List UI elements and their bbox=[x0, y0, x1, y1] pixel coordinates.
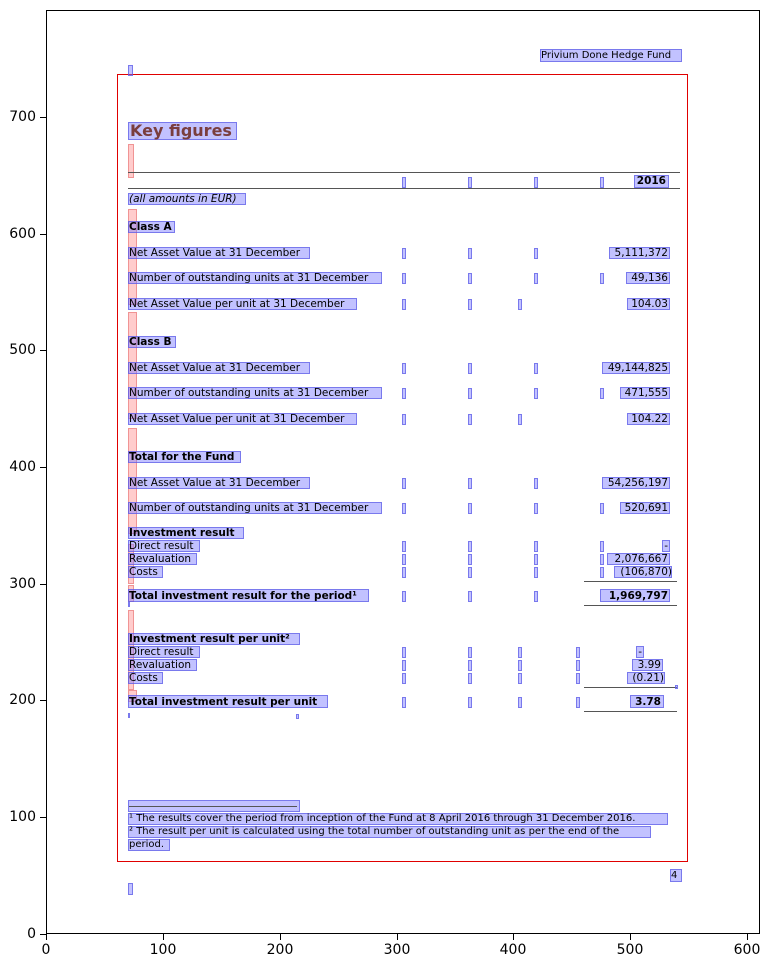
column-marker bbox=[468, 567, 472, 578]
column-marker bbox=[468, 299, 472, 310]
column-marker bbox=[576, 647, 580, 658]
column-marker bbox=[468, 414, 472, 425]
column-marker bbox=[518, 660, 522, 671]
column-marker bbox=[534, 541, 538, 552]
column-marker bbox=[468, 177, 472, 188]
subtotal-rule bbox=[584, 687, 677, 688]
x-tick bbox=[747, 934, 748, 940]
marker bbox=[128, 65, 133, 76]
column-marker bbox=[576, 673, 580, 684]
column-marker bbox=[534, 273, 538, 284]
row-value: - bbox=[638, 646, 642, 658]
fund-name: Privium Done Hedge Fund bbox=[541, 50, 672, 61]
row-label: Revaluation bbox=[129, 659, 192, 671]
column-marker bbox=[518, 697, 522, 708]
y-tick-label: 100 bbox=[9, 809, 36, 825]
column-marker bbox=[402, 299, 406, 310]
column-marker bbox=[402, 503, 406, 514]
column-marker bbox=[402, 567, 406, 578]
total-rule bbox=[584, 711, 677, 712]
column-marker bbox=[534, 248, 538, 259]
column-marker bbox=[534, 177, 538, 188]
row-label: Costs bbox=[129, 566, 158, 578]
x-tick-label: 200 bbox=[266, 942, 294, 958]
column-marker bbox=[468, 478, 472, 489]
page-number: 4 bbox=[671, 870, 678, 881]
column-marker bbox=[600, 177, 604, 188]
footnote-2-cont: period. bbox=[129, 839, 165, 850]
row-value: - bbox=[664, 540, 668, 552]
row-value: 471,555 bbox=[624, 387, 668, 399]
footnote-separator bbox=[129, 806, 297, 807]
marker bbox=[128, 602, 130, 607]
footnote-2: ² The result per unit is calculated using the total number of outstanding unit as per the end of the bbox=[129, 826, 620, 837]
column-marker bbox=[576, 697, 580, 708]
row-label: Number of outstanding units at 31 December bbox=[129, 387, 369, 399]
column-marker bbox=[468, 647, 472, 658]
column-marker bbox=[468, 591, 472, 602]
marker bbox=[675, 685, 678, 689]
column-marker bbox=[402, 388, 406, 399]
column-marker bbox=[518, 647, 522, 658]
row-label: Number of outstanding units at 31 December bbox=[129, 272, 369, 284]
row-label: Net Asset Value at 31 December bbox=[129, 362, 301, 374]
column-marker bbox=[468, 503, 472, 514]
row-value: 520,691 bbox=[624, 502, 668, 514]
footnote-1: ¹ The results cover the period from inception of the Fund at 8 April 2016 through 31 December 2016. bbox=[129, 813, 636, 824]
x-tick bbox=[513, 934, 514, 940]
column-marker bbox=[518, 673, 522, 684]
total-value: 3.78 bbox=[635, 696, 661, 708]
x-tick bbox=[163, 934, 164, 940]
amounts-note: (all amounts in EUR) bbox=[129, 193, 237, 205]
column-marker bbox=[402, 363, 406, 374]
marker bbox=[128, 883, 133, 895]
marker bbox=[128, 713, 130, 718]
row-value: 104.22 bbox=[631, 413, 668, 425]
x-tick bbox=[397, 934, 398, 940]
column-marker bbox=[402, 177, 406, 188]
y-tick-label: 400 bbox=[9, 459, 36, 475]
column-marker bbox=[534, 567, 538, 578]
row-label: Net Asset Value at 31 December bbox=[129, 477, 301, 489]
marker bbox=[296, 714, 299, 719]
column-marker bbox=[468, 363, 472, 374]
row-value: 49,144,825 bbox=[607, 362, 668, 374]
total-label: Total investment result for the period¹ bbox=[129, 590, 357, 602]
column-marker bbox=[402, 697, 406, 708]
column-marker bbox=[402, 248, 406, 259]
column-marker bbox=[534, 503, 538, 514]
x-tick bbox=[630, 934, 631, 940]
column-marker bbox=[402, 554, 406, 565]
y-tick-label: 0 bbox=[27, 926, 36, 942]
header-rule-bottom bbox=[128, 188, 680, 189]
x-tick-label: 400 bbox=[499, 942, 527, 958]
column-marker bbox=[534, 591, 538, 602]
column-marker bbox=[468, 273, 472, 284]
investment-result-heading: Investment result bbox=[129, 527, 235, 539]
total-rule bbox=[584, 605, 677, 606]
column-marker bbox=[468, 673, 472, 684]
row-label: Direct result bbox=[129, 646, 194, 658]
x-tick-label: 100 bbox=[149, 942, 177, 958]
column-marker bbox=[518, 299, 522, 310]
row-value: (106,870) bbox=[620, 566, 672, 578]
column-marker bbox=[534, 554, 538, 565]
column-marker bbox=[534, 478, 538, 489]
row-value: 5,111,372 bbox=[614, 247, 668, 259]
y-tick-label: 700 bbox=[9, 109, 36, 125]
column-marker bbox=[402, 591, 406, 602]
y-tick bbox=[40, 700, 46, 701]
column-marker bbox=[468, 554, 472, 565]
total-value: 1,969,797 bbox=[608, 590, 668, 602]
column-marker bbox=[534, 363, 538, 374]
x-tick bbox=[280, 934, 281, 940]
y-tick-label: 300 bbox=[9, 576, 36, 592]
column-marker bbox=[402, 660, 406, 671]
fund-total-heading: Total for the Fund bbox=[129, 451, 235, 463]
row-value: 104.03 bbox=[631, 298, 668, 310]
row-value: 3.99 bbox=[637, 659, 661, 671]
y-tick bbox=[40, 350, 46, 351]
y-tick-label: 600 bbox=[9, 226, 36, 242]
x-tick bbox=[46, 934, 47, 940]
column-marker bbox=[534, 388, 538, 399]
column-marker bbox=[402, 478, 406, 489]
row-label: Costs bbox=[129, 672, 158, 684]
column-marker bbox=[468, 541, 472, 552]
class-a-heading: Class A bbox=[129, 221, 172, 233]
column-marker bbox=[402, 647, 406, 658]
column-marker bbox=[518, 414, 522, 425]
class-b-heading: Class B bbox=[129, 336, 172, 348]
total-label: Total investment result per unit bbox=[129, 696, 318, 708]
column-marker bbox=[402, 414, 406, 425]
column-marker bbox=[402, 673, 406, 684]
x-tick-label: 300 bbox=[383, 942, 411, 958]
row-value: (0.21) bbox=[632, 672, 664, 684]
x-tick-label: 0 bbox=[41, 942, 51, 958]
row-label: Net Asset Value per unit at 31 December bbox=[129, 298, 345, 310]
column-marker bbox=[402, 541, 406, 552]
y-tick-label: 200 bbox=[9, 692, 36, 708]
y-tick bbox=[40, 467, 46, 468]
page-title: Key figures bbox=[130, 121, 232, 140]
subtotal-rule bbox=[584, 581, 677, 582]
row-value: 2,076,667 bbox=[614, 553, 668, 565]
column-marker bbox=[576, 660, 580, 671]
row-value: 54,256,197 bbox=[607, 477, 668, 489]
row-label: Net Asset Value per unit at 31 December bbox=[129, 413, 345, 425]
row-value: 49,136 bbox=[631, 272, 668, 284]
column-marker bbox=[468, 248, 472, 259]
x-tick-label: 600 bbox=[733, 942, 761, 958]
y-tick bbox=[40, 817, 46, 818]
row-label: Number of outstanding units at 31 December bbox=[129, 502, 369, 514]
y-tick bbox=[40, 234, 46, 235]
y-tick bbox=[40, 117, 46, 118]
row-label: Direct result bbox=[129, 540, 194, 552]
header-rule-top bbox=[128, 172, 680, 173]
column-marker bbox=[468, 697, 472, 708]
per-unit-heading: Investment result per unit² bbox=[129, 633, 290, 645]
column-marker bbox=[402, 273, 406, 284]
x-tick-label: 500 bbox=[616, 942, 644, 958]
column-marker bbox=[468, 388, 472, 399]
y-tick-label: 500 bbox=[9, 342, 36, 358]
year-header: 2016 bbox=[636, 175, 666, 187]
column-marker bbox=[468, 660, 472, 671]
row-label: Net Asset Value at 31 December bbox=[129, 247, 301, 259]
row-label: Revaluation bbox=[129, 553, 192, 565]
y-tick bbox=[40, 584, 46, 585]
